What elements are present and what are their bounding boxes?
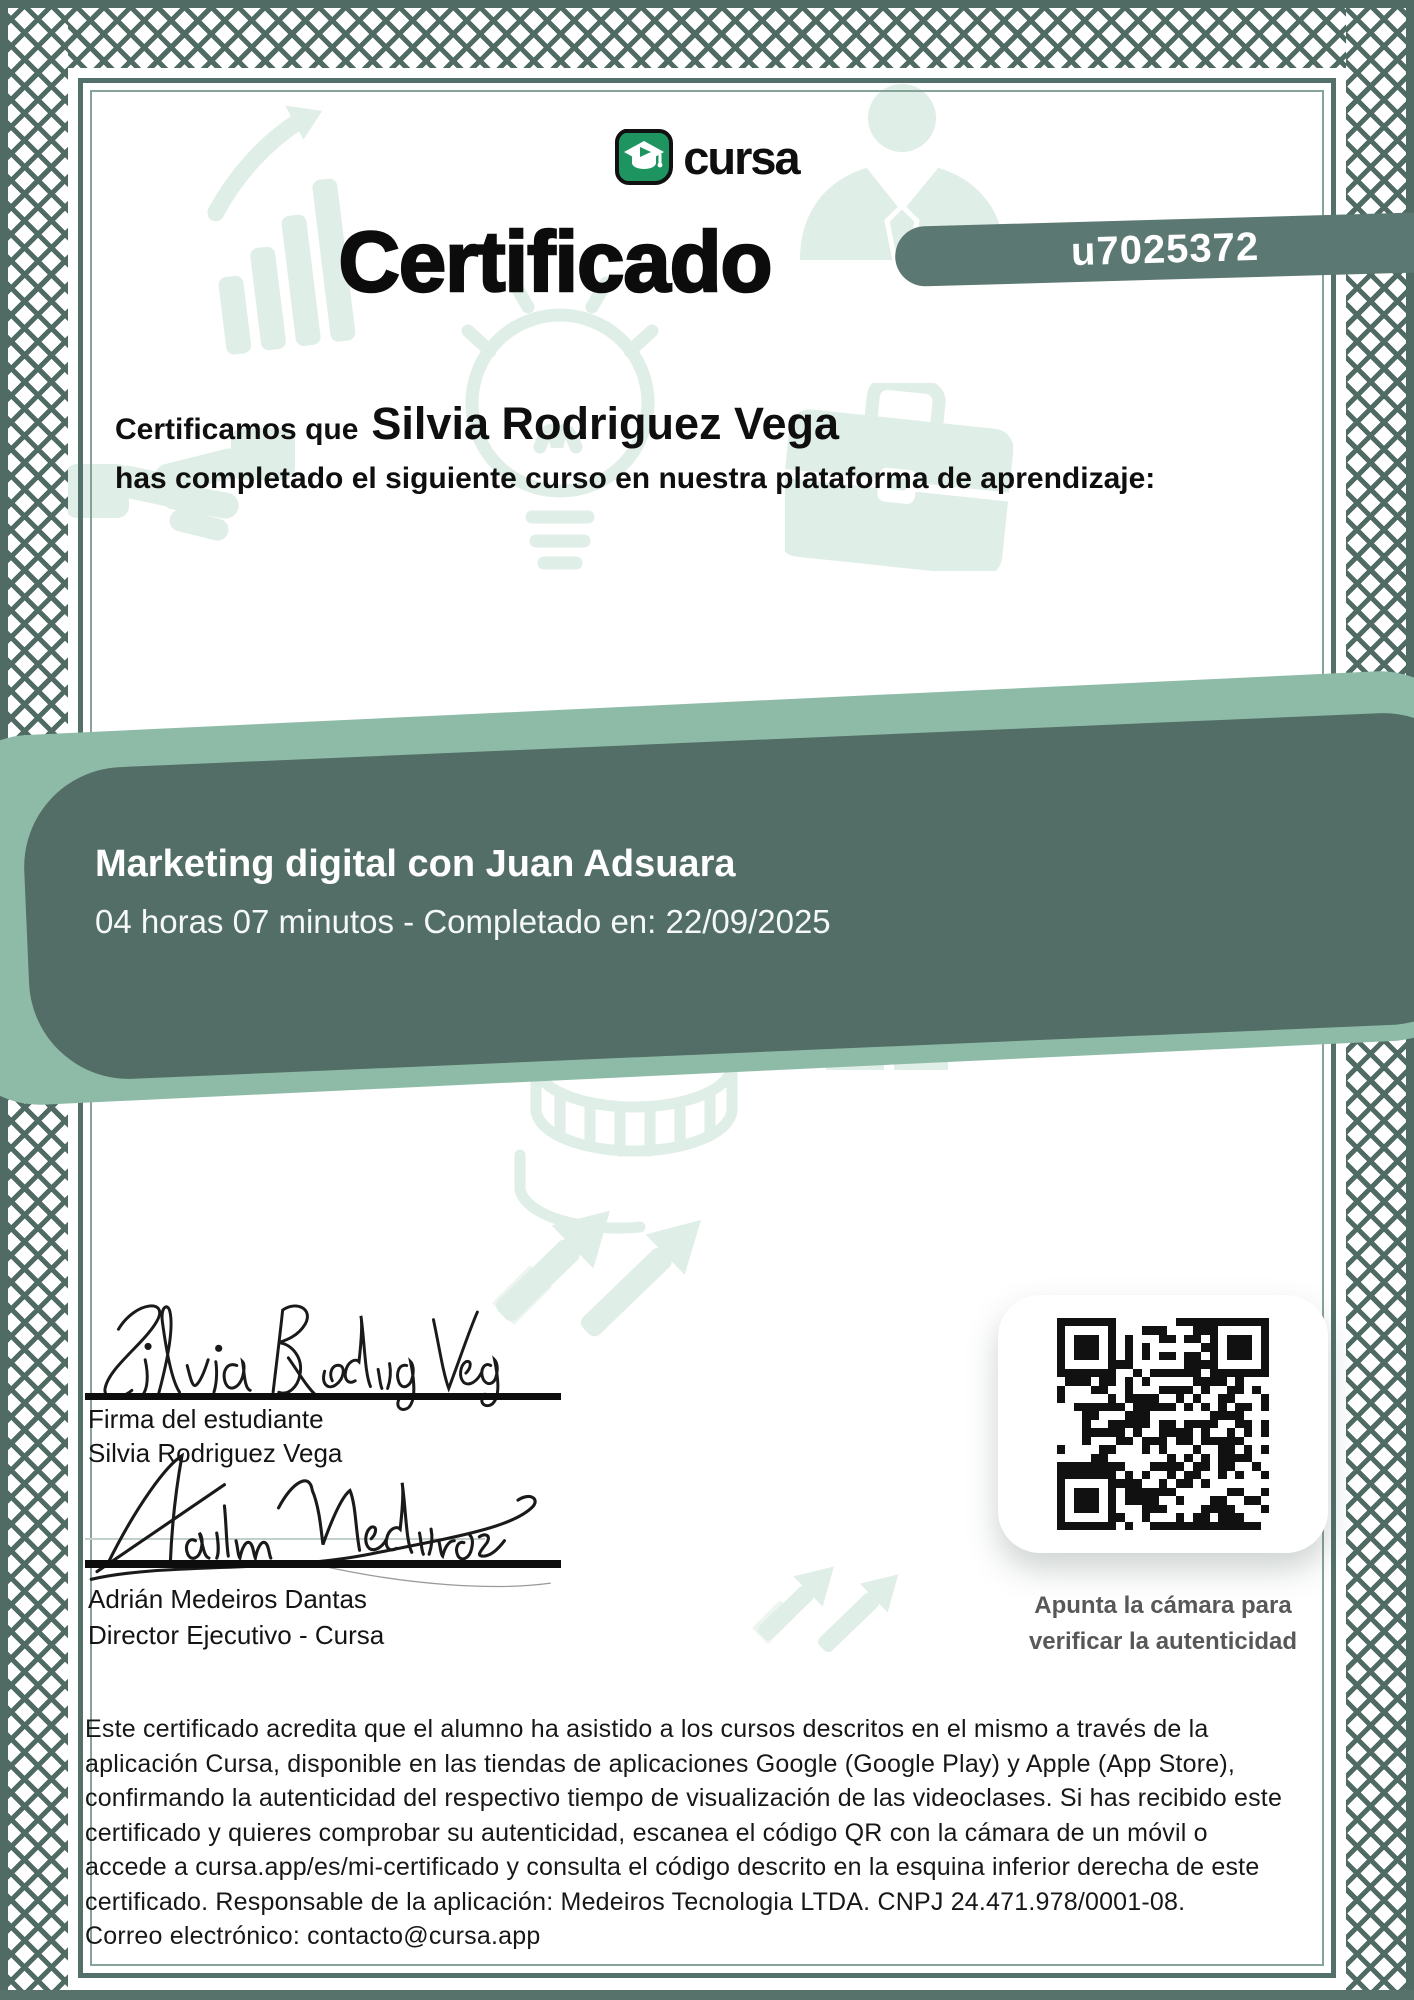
intro-prefix: Certificamos que <box>115 413 359 446</box>
course-name: Marketing digital con Juan Adsuara <box>95 843 736 885</box>
director-name: Adrián Medeiros Dantas <box>88 1584 367 1614</box>
legal-line: aplicación Cursa, disponible en las tiendas de aplicaciones Google (Google Play) y Apple (App Store), <box>85 1749 1236 1778</box>
legal-line: accede a cursa.app/es/mi-certificado y consulta el código descrito en la esquina inferior derecha de este <box>85 1853 1260 1881</box>
qr-caption <box>978 1588 1348 1660</box>
legal-line: Este certificado acredita que el alumno ha asistido a los cursos descritos en el mismo a través de la <box>85 1715 1209 1743</box>
director-role: Director Ejecutivo - Cursa <box>88 1620 385 1650</box>
legal-line: confirmando la autenticidad del respectivo tiempo de visualización de las videoclases. Si has recibido este <box>85 1784 1283 1812</box>
intro-line <box>115 398 839 450</box>
student-signature-label: Firma del estudiante <box>88 1404 324 1434</box>
qr-card <box>998 1295 1328 1553</box>
director-signature-line <box>85 1560 561 1568</box>
border-pattern-top <box>0 0 1414 68</box>
brand-name: cursa <box>683 130 799 184</box>
qr-code-icon <box>1057 1318 1269 1530</box>
student-signature-name: Silvia Rodriguez Vega <box>88 1438 343 1468</box>
course-box <box>20 709 1414 1083</box>
border-edge-top <box>0 0 1414 8</box>
qr-caption-line1: Apunta la cámara para <box>1034 1592 1292 1619</box>
border-edge-bottom <box>0 1990 1414 2000</box>
certificate-title: Certificado <box>338 215 772 310</box>
legal-text <box>85 1712 1282 1954</box>
course-details: 04 horas 07 minutos - Completado en: 22/09/2025 <box>95 903 831 940</box>
cursa-logo <box>0 128 1414 186</box>
graduation-cap-play-icon <box>615 128 673 186</box>
qr-caption-line2: verificar la autenticidad <box>1028 1628 1298 1655</box>
legal-line: Correo electrónico: contacto@cursa.app <box>85 1922 541 1950</box>
legal-line: certificado. Responsable de la aplicación: Medeiros Tecnologia LTDA. CNPJ 24.471.978/0001-08. <box>85 1887 1186 1916</box>
student-signature-line <box>85 1393 561 1400</box>
student-name: Silvia Rodriguez Vega <box>371 398 840 449</box>
legal-line: certificado y quieres comprobar su autenticidad, escanea el código QR con la cámara de un móvil o <box>85 1818 1208 1847</box>
certificate-code: u7025372 <box>1070 224 1260 274</box>
intro-line2: has completado el siguiente curso en nuestra plataforma de aprendizaje: <box>115 462 1156 495</box>
